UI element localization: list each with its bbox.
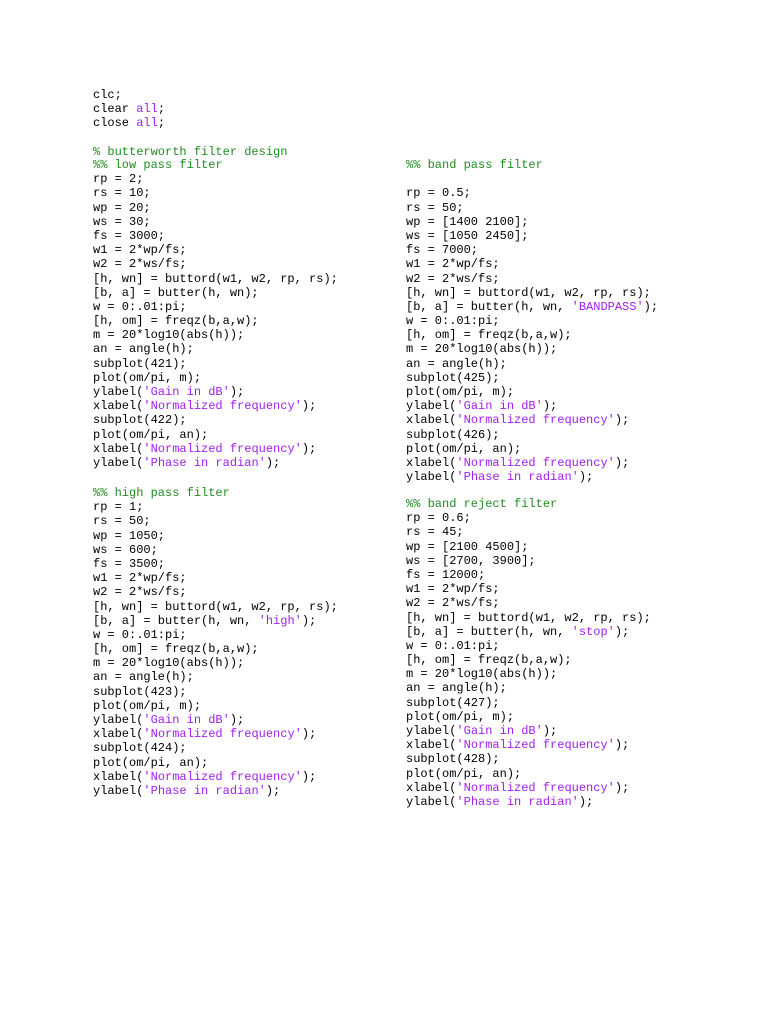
code-line: [406, 681, 651, 695]
code-text: );: [542, 399, 558, 414]
code-line: [406, 582, 651, 596]
code-string: 'Normalized frequency': [456, 413, 615, 428]
code-text: ylabel(: [406, 794, 457, 809]
code-text: clear: [93, 102, 137, 117]
code-text: subplot(424);: [93, 741, 187, 756]
code-text: );: [578, 470, 594, 485]
code-text: plot(om/pi, m);: [406, 709, 515, 724]
code-text: m = 20*log10(abs(h));: [93, 328, 245, 343]
code-line: [93, 413, 338, 427]
code-text: w = 0:.01:pi;: [406, 638, 500, 653]
code-keyword: all: [136, 116, 158, 131]
code-text: plot(om/pi, an);: [406, 766, 522, 781]
code-line: [406, 442, 658, 456]
code-text: );: [614, 413, 630, 428]
code-line: [93, 272, 338, 286]
code-text: an = angle(h);: [406, 681, 507, 696]
code-line: [406, 314, 658, 328]
code-text: clc;: [93, 88, 122, 102]
code-text: close: [93, 116, 137, 131]
code-text: xlabel(: [93, 441, 144, 456]
code-text: subplot(426);: [406, 427, 500, 442]
code-string: 'Phase in radian': [143, 455, 266, 470]
code-text: m = 20*log10(abs(h));: [406, 667, 558, 682]
code-text: );: [301, 613, 317, 628]
code-text: plot(om/pi, m);: [93, 698, 202, 713]
code-line: [93, 557, 338, 571]
code-text: plot(om/pi, an);: [93, 427, 209, 442]
code-line: [406, 243, 658, 257]
code-text: rs = 45;: [406, 525, 464, 540]
code-line: [406, 456, 658, 470]
code-line: [406, 667, 651, 681]
code-line: [406, 357, 658, 371]
code-text: m = 20*log10(abs(h));: [406, 342, 558, 357]
code-text: );: [265, 455, 281, 470]
code-text: [h, wn] = buttord(w1, w2, rp, rs);: [93, 271, 338, 286]
code-comment: %% low pass filter: [93, 158, 223, 172]
code-text: ylabel(: [406, 399, 457, 414]
code-text: [b, a] = butter(h, wn,: [406, 299, 572, 314]
code-string: 'Gain in dB': [143, 385, 230, 399]
code-line: [406, 342, 658, 356]
code-text: xlabel(: [406, 738, 457, 753]
code-line: [93, 656, 338, 670]
code-string: 'Normalized frequency': [456, 780, 615, 795]
code-text: );: [542, 724, 558, 738]
code-line: [93, 257, 338, 271]
code-text: [h, wn] = buttord(w1, w2, rp, rs);: [406, 285, 651, 300]
code-text: [b, a] = butter(h, wn,: [93, 613, 259, 628]
code-text: w = 0:.01:pi;: [93, 627, 187, 642]
code-text: rp = 0.5;: [406, 186, 471, 201]
code-line: [93, 727, 338, 741]
code-text: fs = 12000;: [406, 567, 486, 582]
code-text: subplot(423);: [93, 684, 187, 699]
code-text: xlabel(: [406, 413, 457, 428]
code-line: [406, 696, 651, 710]
code-string: 'Normalized frequency': [143, 727, 302, 742]
code-comment: %% band reject filter: [406, 497, 558, 511]
code-line: [406, 795, 651, 809]
code-keyword: all: [136, 102, 158, 117]
code-line: [93, 529, 338, 543]
code-line: [93, 385, 338, 399]
high-pass-filter-code-block: [93, 486, 338, 798]
code-line: [93, 116, 287, 130]
header-code-block: [93, 88, 287, 159]
code-text: ylabel(: [93, 455, 144, 470]
code-text: ylabel(: [406, 724, 457, 738]
code-text: subplot(428);: [406, 752, 500, 767]
code-text: fs = 3500;: [93, 556, 166, 571]
code-string: 'Phase in radian': [456, 470, 579, 485]
code-text: );: [301, 727, 317, 742]
code-text: an = angle(h);: [93, 670, 194, 685]
code-text: ;: [157, 116, 166, 131]
code-line: [406, 767, 651, 781]
code-text: );: [301, 441, 317, 456]
code-line: [93, 201, 338, 215]
code-line: [406, 257, 658, 271]
code-line: [93, 243, 338, 257]
code-text: );: [229, 385, 245, 399]
code-text: [h, om] = freqz(b,a,w);: [93, 642, 259, 657]
code-string: 'stop': [571, 624, 615, 639]
code-text: plot(om/pi, m);: [406, 385, 515, 399]
code-text: m = 20*log10(abs(h));: [93, 656, 245, 671]
code-string: 'Normalized frequency': [456, 738, 615, 753]
code-text: ws = 30;: [93, 214, 151, 229]
code-line: [93, 428, 338, 442]
code-line: [93, 642, 338, 656]
code-text: [b, a] = butter(h, wn,: [406, 624, 572, 639]
code-text: );: [229, 713, 245, 727]
code-text: ylabel(: [406, 470, 457, 485]
code-text: ws = [1050 2450];: [406, 228, 529, 243]
code-line: [93, 784, 338, 798]
code-text: plot(om/pi, m);: [93, 370, 202, 385]
code-text: );: [614, 455, 630, 470]
code-text: );: [614, 738, 630, 753]
code-text: [h, om] = freqz(b,a,w);: [406, 328, 572, 343]
code-text: w1 = 2*wp/fs;: [406, 582, 500, 597]
code-line: [93, 300, 338, 314]
code-line: [406, 653, 651, 667]
code-text: );: [614, 624, 630, 639]
code-line: [406, 554, 651, 568]
code-line: [406, 568, 651, 582]
code-text: fs = 3000;: [93, 228, 166, 243]
code-line: [93, 342, 338, 356]
code-line: [93, 600, 338, 614]
code-line: [406, 385, 658, 399]
code-line: [93, 614, 338, 628]
code-text: ws = [2700, 3900];: [406, 553, 536, 568]
code-line: [406, 710, 651, 724]
code-text: an = angle(h);: [406, 356, 507, 371]
code-text: plot(om/pi, an);: [93, 755, 209, 770]
code-string: 'Phase in radian': [456, 794, 579, 809]
code-line: [93, 628, 338, 642]
code-line: [93, 670, 338, 684]
code-line: [406, 639, 651, 653]
code-text: xlabel(: [406, 455, 457, 470]
code-line: [406, 201, 658, 215]
band-reject-filter-code-block: [406, 497, 651, 809]
code-line: [93, 514, 338, 528]
code-text: rp = 2;: [93, 172, 144, 187]
code-text: );: [643, 299, 659, 314]
code-line: [406, 596, 651, 610]
code-text: w2 = 2*ws/fs;: [406, 596, 500, 611]
code-line: [406, 497, 651, 511]
code-line: [406, 158, 658, 172]
code-text: rs = 50;: [406, 200, 464, 215]
code-line: [93, 571, 338, 585]
code-line: [406, 540, 651, 554]
code-text: an = angle(h);: [93, 342, 194, 357]
code-text: ylabel(: [93, 385, 144, 399]
code-line: [406, 328, 658, 342]
code-text: );: [578, 794, 594, 809]
code-text: ws = 600;: [93, 542, 158, 557]
code-line: [406, 413, 658, 427]
code-text: wp = [2100 4500];: [406, 539, 529, 554]
code-line: [93, 88, 287, 102]
code-string: 'high': [258, 613, 302, 628]
code-text: [b, a] = butter(h, wn);: [93, 285, 259, 300]
code-text: subplot(427);: [406, 695, 500, 710]
code-text: wp = 1050;: [93, 528, 166, 543]
code-text: );: [265, 783, 281, 798]
code-line: [93, 442, 338, 456]
code-line: [406, 625, 651, 639]
code-text: );: [614, 780, 630, 795]
code-text: w2 = 2*ws/fs;: [93, 585, 187, 600]
code-line: [406, 300, 658, 314]
code-line: [406, 272, 658, 286]
code-line: [93, 357, 338, 371]
code-line: [93, 131, 287, 145]
code-line: [93, 456, 338, 470]
code-string: 'Gain in dB': [456, 724, 543, 738]
code-line: [93, 585, 338, 599]
code-line: [93, 741, 338, 755]
code-string: 'Normalized frequency': [143, 399, 302, 414]
code-text: w = 0:.01:pi;: [93, 299, 187, 314]
code-text: xlabel(: [406, 780, 457, 795]
code-line: [93, 685, 338, 699]
code-text: ;: [157, 102, 166, 117]
low-pass-filter-code-block: [93, 158, 338, 470]
code-line: [406, 371, 658, 385]
code-text: subplot(421);: [93, 356, 187, 371]
code-line: [93, 215, 338, 229]
code-text: w = 0:.01:pi;: [406, 314, 500, 329]
code-string: 'Normalized frequency': [456, 455, 615, 470]
code-comment: %% band pass filter: [406, 158, 543, 172]
code-line: [93, 186, 338, 200]
code-text: fs = 7000;: [406, 243, 479, 258]
code-line: [93, 145, 287, 159]
code-line: [406, 752, 651, 766]
code-text: subplot(422);: [93, 413, 187, 428]
code-text: xlabel(: [93, 769, 144, 784]
code-text: rs = 10;: [93, 186, 151, 201]
code-text: rp = 0.6;: [406, 511, 471, 526]
code-text: w1 = 2*wp/fs;: [406, 257, 500, 272]
code-line: [406, 511, 651, 525]
code-line: [406, 286, 658, 300]
code-line: [93, 172, 338, 186]
code-line: [406, 186, 658, 200]
code-line: [93, 102, 287, 116]
code-text: );: [301, 399, 317, 414]
code-line: [406, 428, 658, 442]
code-string: 'Normalized frequency': [143, 441, 302, 456]
code-text: rs = 50;: [93, 514, 151, 529]
code-text: wp = 20;: [93, 200, 151, 215]
code-line: [406, 399, 658, 413]
code-line: [406, 781, 651, 795]
code-string: 'BANDPASS': [571, 299, 644, 314]
code-text: w2 = 2*ws/fs;: [93, 257, 187, 272]
code-line: [93, 770, 338, 784]
code-line: [406, 724, 651, 738]
code-line: [406, 172, 658, 186]
code-text: wp = [1400 2100];: [406, 214, 529, 229]
code-string: 'Normalized frequency': [143, 769, 302, 784]
code-string: 'Phase in radian': [143, 783, 266, 798]
code-line: [406, 215, 658, 229]
code-line: [93, 229, 338, 243]
code-text: [h, wn] = buttord(w1, w2, rp, rs);: [406, 610, 651, 625]
code-line: [93, 699, 338, 713]
code-line: [406, 738, 651, 752]
code-text: plot(om/pi, an);: [406, 441, 522, 456]
code-line: [93, 371, 338, 385]
code-text: w1 = 2*wp/fs;: [93, 571, 187, 586]
code-text: w2 = 2*ws/fs;: [406, 271, 500, 286]
code-line: [93, 543, 338, 557]
code-line: [93, 286, 338, 300]
code-text: rp = 1;: [93, 500, 144, 515]
code-line: [406, 525, 651, 539]
code-line: [93, 500, 338, 514]
code-text: ylabel(: [93, 713, 144, 727]
code-text: [h, wn] = buttord(w1, w2, rp, rs);: [93, 599, 338, 614]
code-line: [406, 229, 658, 243]
code-line: [406, 611, 651, 625]
code-text: subplot(425);: [406, 370, 500, 385]
code-comment: %% high pass filter: [93, 486, 230, 500]
code-text: ylabel(: [93, 783, 144, 798]
code-line: [93, 486, 338, 500]
code-text: );: [301, 769, 317, 784]
code-text: [h, om] = freqz(b,a,w);: [406, 653, 572, 668]
code-text: xlabel(: [93, 727, 144, 742]
code-text: [h, om] = freqz(b,a,w);: [93, 314, 259, 329]
code-line: [406, 470, 658, 484]
code-line: [93, 328, 338, 342]
code-text: w1 = 2*wp/fs;: [93, 243, 187, 258]
band-pass-filter-code-block: [406, 158, 658, 484]
code-string: 'Gain in dB': [143, 713, 230, 727]
code-comment: % butterworth filter design: [93, 144, 288, 159]
code-line: [93, 756, 338, 770]
code-line: [93, 713, 338, 727]
code-string: 'Gain in dB': [456, 399, 543, 414]
code-line: [93, 314, 338, 328]
code-text: xlabel(: [93, 399, 144, 414]
code-line: [93, 399, 338, 413]
code-line: [93, 158, 338, 172]
